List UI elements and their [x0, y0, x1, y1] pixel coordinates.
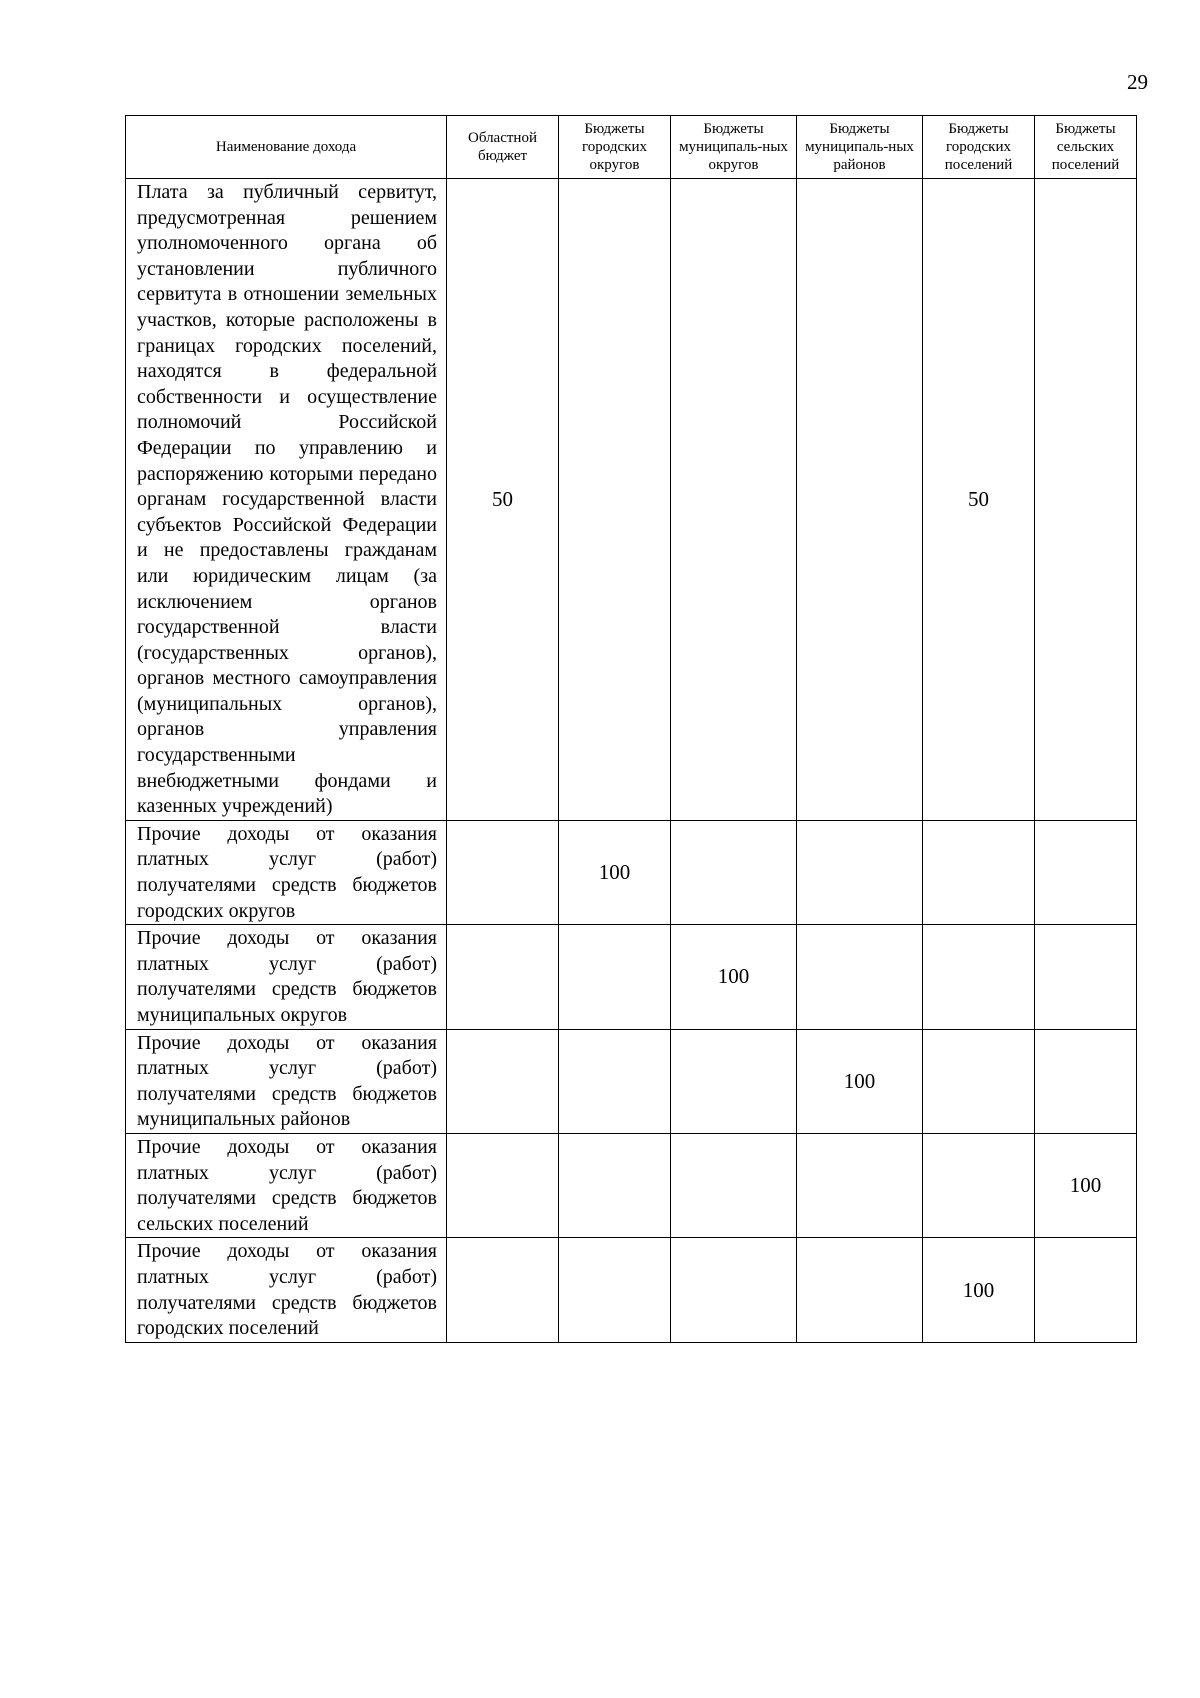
- value-cell: [671, 1029, 797, 1133]
- revenue-name-cell: Прочие доходы от оказания платных услуг (работ) получателями средств бюджетов муниципальных округов: [126, 925, 447, 1029]
- revenue-name-cell: Прочие доходы от оказания платных услуг (работ) получателями средств бюджетов сельских поселений: [126, 1133, 447, 1237]
- header-urban-settlement-budgets: Бюджеты городских поселений: [923, 116, 1035, 179]
- value-cell: [797, 1133, 923, 1237]
- header-municipal-area-budgets: Бюджеты муниципаль-ных районов: [797, 116, 923, 179]
- header-city-district-budgets: Бюджеты городских округов: [559, 116, 671, 179]
- value-cell: [1035, 820, 1137, 924]
- value-cell: [559, 179, 671, 821]
- page-number: 29: [1127, 70, 1148, 94]
- value-cell: [671, 1133, 797, 1237]
- revenue-distribution-table: [125, 115, 1137, 1343]
- value-cell: [447, 1029, 559, 1133]
- value-cell: [797, 925, 923, 1029]
- value-cell: 50: [923, 179, 1035, 821]
- table-row: [126, 820, 1137, 924]
- value-cell: [1035, 925, 1137, 1029]
- value-cell: [923, 1133, 1035, 1237]
- table-row: [126, 1029, 1137, 1133]
- value-cell: [1035, 1238, 1137, 1342]
- value-cell: [447, 1133, 559, 1237]
- value-cell: [447, 925, 559, 1029]
- value-cell: [797, 1238, 923, 1342]
- value-cell: [559, 1029, 671, 1133]
- value-cell: [797, 179, 923, 821]
- value-cell: [923, 820, 1035, 924]
- table-row: [126, 1238, 1137, 1342]
- header-municipal-district-budgets: Бюджеты муниципаль-ных округов: [671, 116, 797, 179]
- value-cell: 100: [559, 820, 671, 924]
- table-row: [126, 925, 1137, 1029]
- revenue-name-cell: Плата за публичный сервитут, предусмотренная решением уполномоченного органа об установлении публичного сервитута в отношении земельных участков, которые расположены в границах городских поселений, находятся в федеральной собственности и осуществление полномочий Российской Федерации по управлению и распоряжению которыми передано органам государственной власти субъектов Российской Федерации и не предоставлены гражданам или юридическим лицам (за исключением органов государственной власти (государственных органов), органов местного самоуправления (муниципальных органов), органов управления государственными внебюджетными фондами и казенных учреждений): [126, 179, 447, 821]
- value-cell: [671, 1238, 797, 1342]
- value-cell: [797, 820, 923, 924]
- value-cell: [1035, 179, 1137, 821]
- header-revenue-name: Наименование дохода: [126, 116, 447, 179]
- header-rural-settlement-budgets: Бюджеты сельских поселений: [1035, 116, 1137, 179]
- value-cell: [559, 1133, 671, 1237]
- value-cell: [447, 820, 559, 924]
- table-header-row: [126, 116, 1137, 179]
- value-cell: [559, 1238, 671, 1342]
- revenue-name-cell: Прочие доходы от оказания платных услуг (работ) получателями средств бюджетов городских поселений: [126, 1238, 447, 1342]
- value-cell: [1035, 1029, 1137, 1133]
- value-cell: 100: [797, 1029, 923, 1133]
- value-cell: 50: [447, 179, 559, 821]
- value-cell: 100: [923, 1238, 1035, 1342]
- value-cell: [559, 925, 671, 1029]
- value-cell: [923, 925, 1035, 1029]
- table-row: [126, 1133, 1137, 1237]
- revenue-name-cell: Прочие доходы от оказания платных услуг (работ) получателями средств бюджетов муниципальных районов: [126, 1029, 447, 1133]
- value-cell: [671, 820, 797, 924]
- value-cell: [447, 1238, 559, 1342]
- table-row: [126, 179, 1137, 821]
- header-regional-budget: Областной бюджет: [447, 116, 559, 179]
- value-cell: [923, 1029, 1035, 1133]
- revenue-name-cell: Прочие доходы от оказания платных услуг (работ) получателями средств бюджетов городских округов: [126, 820, 447, 924]
- value-cell: 100: [671, 925, 797, 1029]
- value-cell: 100: [1035, 1133, 1137, 1237]
- value-cell: [671, 179, 797, 821]
